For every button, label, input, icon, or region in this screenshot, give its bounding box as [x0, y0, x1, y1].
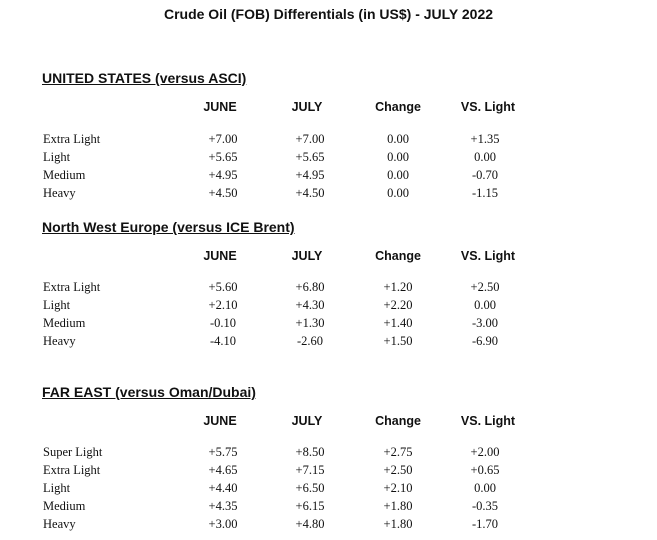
- row-label: Medium: [43, 168, 86, 182]
- june-value: +4.95: [208, 168, 238, 182]
- vs-light-value: -1.15: [471, 186, 499, 200]
- july-value: +4.95: [295, 168, 325, 182]
- vs-light-value: +1.35: [470, 132, 500, 146]
- change-value: +1.50: [383, 334, 413, 348]
- june-value: -0.10: [209, 316, 237, 330]
- table-row: [0, 463, 657, 481]
- change-value: 0.00: [387, 132, 409, 146]
- row-label: Heavy: [43, 186, 76, 200]
- change-value: +2.50: [383, 463, 413, 477]
- row-label: Extra Light: [43, 280, 101, 294]
- june-value: +7.00: [208, 132, 238, 146]
- july-value: +4.30: [295, 298, 325, 312]
- june-value: +4.40: [208, 481, 238, 495]
- table-row: [0, 334, 657, 352]
- table-row: [0, 186, 657, 204]
- change-value: 0.00: [387, 168, 409, 182]
- vs-light-value: +2.00: [470, 445, 500, 459]
- vs-light-value: 0.00: [474, 481, 496, 495]
- column-header-july: JULY: [291, 249, 323, 263]
- change-value: +2.20: [383, 298, 413, 312]
- row-label: Heavy: [43, 334, 76, 348]
- july-value: +4.80: [295, 517, 325, 531]
- june-value: +3.00: [208, 517, 238, 531]
- june-value: +2.10: [208, 298, 238, 312]
- june-value: -4.10: [209, 334, 237, 348]
- june-value: +4.65: [208, 463, 238, 477]
- june-value: +5.65: [208, 150, 238, 164]
- july-value: +4.50: [295, 186, 325, 200]
- table-row: [0, 280, 657, 298]
- row-label: Light: [43, 298, 71, 312]
- july-value: +1.30: [295, 316, 325, 330]
- column-header-change: Change: [375, 100, 421, 114]
- change-value: +1.40: [383, 316, 413, 330]
- row-label: Light: [43, 481, 71, 495]
- row-label: Extra Light: [43, 463, 101, 477]
- column-header-july: JULY: [291, 100, 323, 114]
- table-row: [0, 445, 657, 463]
- vs-light-value: -6.90: [471, 334, 499, 348]
- section-title: UNITED STATES (versus ASCI): [42, 70, 247, 86]
- column-header-june: JUNE: [203, 100, 237, 114]
- change-value: +1.80: [383, 517, 413, 531]
- july-value: +8.50: [295, 445, 325, 459]
- column-header-july: JULY: [291, 414, 323, 428]
- table-row: [0, 150, 657, 168]
- vs-light-value: -0.70: [471, 168, 499, 182]
- vs-light-value: -0.35: [471, 499, 499, 513]
- row-label: Medium: [43, 316, 86, 330]
- change-value: +2.10: [383, 481, 413, 495]
- july-value: +5.65: [295, 150, 325, 164]
- table-row: [0, 499, 657, 517]
- july-value: +6.80: [295, 280, 325, 294]
- vs-light-value: 0.00: [474, 150, 496, 164]
- change-value: +1.80: [383, 499, 413, 513]
- july-value: +6.50: [295, 481, 325, 495]
- vs-light-value: -1.70: [471, 517, 499, 531]
- table-row: [0, 132, 657, 150]
- row-label: Super Light: [43, 445, 103, 459]
- table-row: [0, 316, 657, 334]
- july-value: +7.00: [295, 132, 325, 146]
- table-row: [0, 481, 657, 499]
- column-header-vs-light: VS. Light: [460, 249, 516, 263]
- table-row: [0, 298, 657, 316]
- column-header-change: Change: [375, 414, 421, 428]
- change-value: 0.00: [387, 186, 409, 200]
- june-value: +4.35: [208, 499, 238, 513]
- july-value: +7.15: [295, 463, 325, 477]
- section-title: North West Europe (versus ICE Brent): [42, 219, 295, 235]
- row-label: Extra Light: [43, 132, 101, 146]
- july-value: +6.15: [295, 499, 325, 513]
- vs-light-value: +0.65: [470, 463, 500, 477]
- june-value: +4.50: [208, 186, 238, 200]
- column-header-vs-light: VS. Light: [460, 414, 516, 428]
- change-value: +2.75: [383, 445, 413, 459]
- row-label: Heavy: [43, 517, 76, 531]
- vs-light-value: +2.50: [470, 280, 500, 294]
- table-row: [0, 168, 657, 186]
- vs-light-value: 0.00: [474, 298, 496, 312]
- change-value: 0.00: [387, 150, 409, 164]
- column-header-june: JUNE: [203, 249, 237, 263]
- section-title: FAR EAST (versus Oman/Dubai): [42, 384, 256, 400]
- row-label: Light: [43, 150, 71, 164]
- document-title: Crude Oil (FOB) Differentials (in US$) - JULY 2022: [163, 6, 494, 22]
- vs-light-value: -3.00: [471, 316, 499, 330]
- table-row: [0, 517, 657, 535]
- change-value: +1.20: [383, 280, 413, 294]
- column-header-vs-light: VS. Light: [460, 100, 516, 114]
- june-value: +5.60: [208, 280, 238, 294]
- column-header-change: Change: [375, 249, 421, 263]
- column-header-june: JUNE: [203, 414, 237, 428]
- july-value: -2.60: [296, 334, 324, 348]
- june-value: +5.75: [208, 445, 238, 459]
- row-label: Medium: [43, 499, 86, 513]
